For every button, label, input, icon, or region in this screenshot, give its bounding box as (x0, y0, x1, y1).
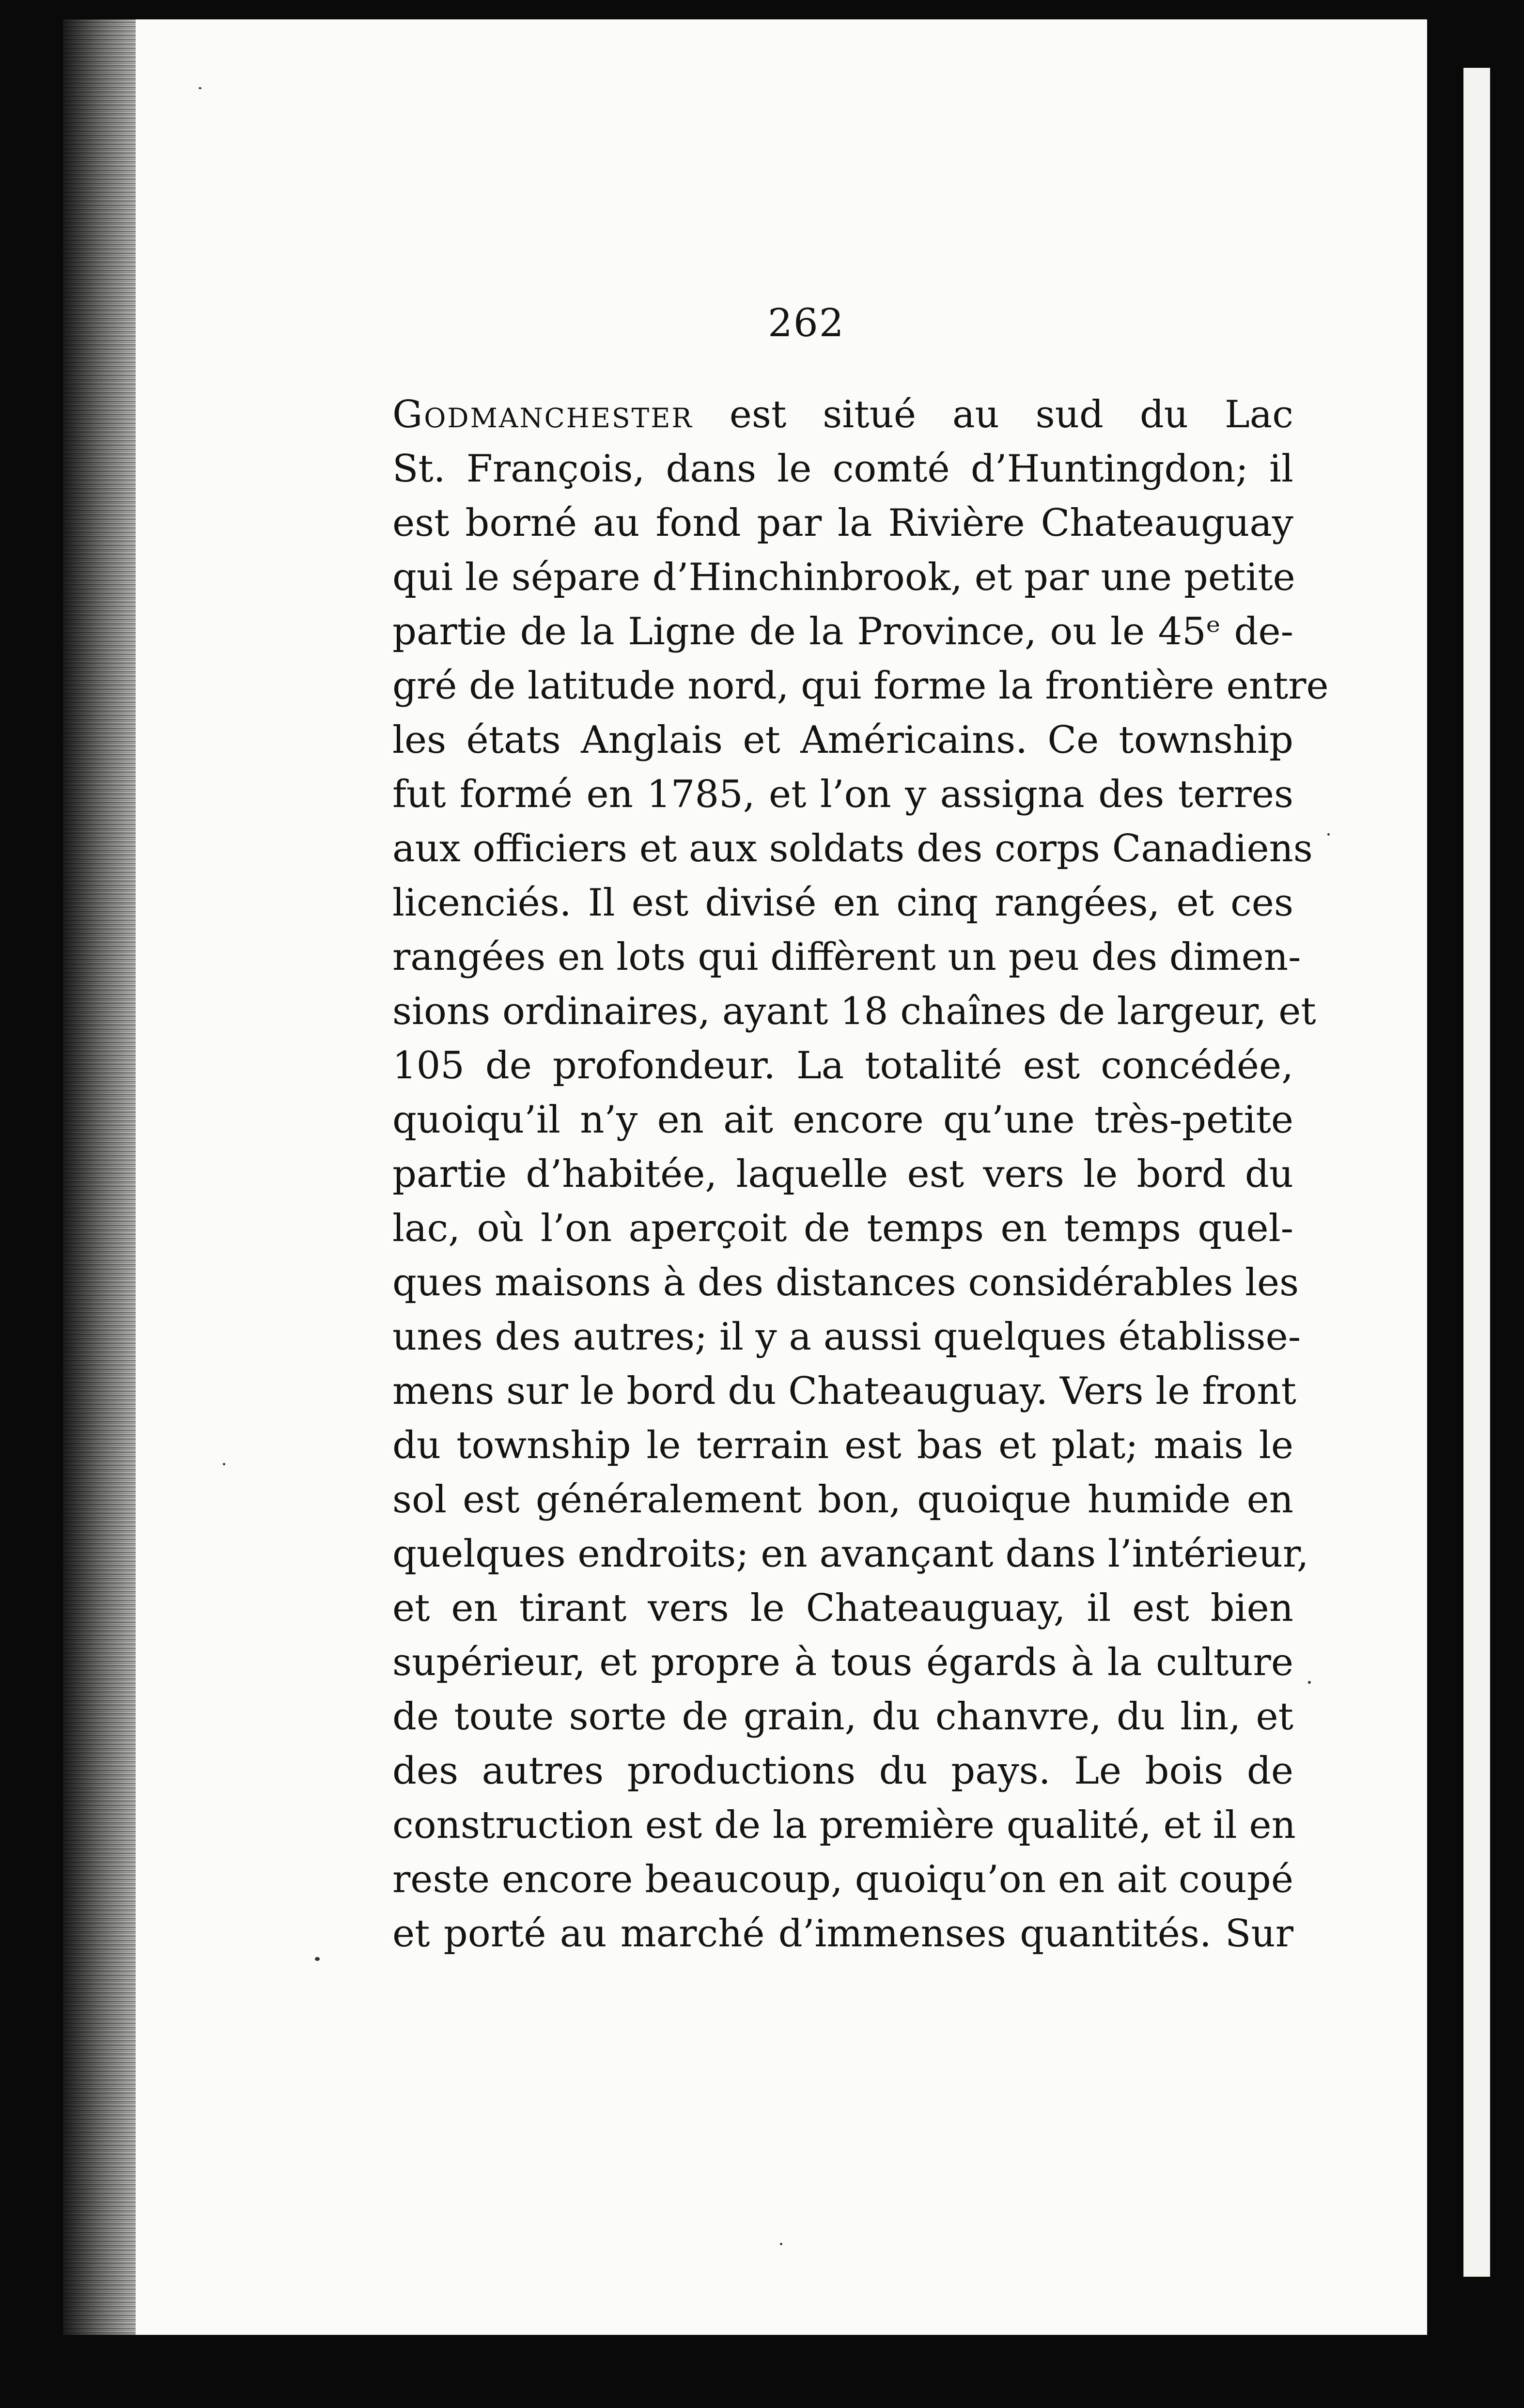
text-line-13: 105 de profondeur. La totalité est concédée, (392, 1044, 1293, 1087)
text-line-18: unes des autres; il y a aussi quelques établisse- (392, 1315, 1301, 1359)
text-line-29: et porté au marché d’immenses quantités. Sur (392, 1912, 1293, 1956)
text-line-20: du township le terrain est bas et plat; mais le (392, 1424, 1293, 1467)
text-line-24: supérieur, et propre à tous égards à la culture (392, 1641, 1293, 1684)
text-line-21: sol est généralement bon, quoique humide en (392, 1478, 1293, 1522)
text-line-9: aux officiers et aux soldats des corps Canadiens (392, 827, 1313, 870)
text-line-15: partie d’habitée, laquelle est vers le bord du (392, 1152, 1293, 1196)
text-line-19: mens sur le bord du Chateauguay. Vers le front (392, 1369, 1296, 1413)
text-line-12: sions ordinaires, ayant 18 chaînes de largeur, et (392, 990, 1316, 1033)
text-line-7: les états Anglais et Américains. Ce township (392, 718, 1293, 762)
text-line-8: fut formé en 1785, et l’on y assigna des terres (392, 773, 1293, 816)
text-line-2: St. François, dans le comté d’Huntingdon; il (392, 447, 1293, 491)
text-line-3: est borné au fond par la Rivière Chateauguay (392, 501, 1293, 545)
adjacent-page-highlight (1463, 68, 1490, 2277)
text-line-27: construction est de la première qualité, et il en (392, 1803, 1296, 1847)
text-line-1 (392, 388, 1293, 442)
text-line-14: quoiqu’il n’y en ait encore qu’une très-petite (392, 1098, 1293, 1142)
text-line-26: des autres productions du pays. Le bois de (392, 1749, 1293, 1793)
text-line-4: qui le sépare d’Hinchinbrook, et par une petite (392, 556, 1295, 599)
text-line-17: ques maisons à des distances considérables les (392, 1261, 1299, 1305)
text-line-6: gré de latitude nord, qui forme la frontière entre (392, 664, 1329, 708)
text-line-25: de toute sorte de grain, du chanvre, du lin, et (392, 1695, 1293, 1739)
text-line-22: quelques endroits; en avançant dans l’intérieur, (392, 1532, 1309, 1576)
text-line-28: reste encore beaucoup, quoiqu’on en ait coupé (392, 1858, 1293, 1901)
text-line-16: lac, où l’on aperçoit de temps en temps quel- (392, 1207, 1293, 1250)
text-line-11: rangées en lots qui diffèrent un peu des dimen- (392, 935, 1301, 979)
lead-word: Godmanchester (392, 393, 693, 436)
text-line-23: et en tirant vers le Chateauguay, il est bien (392, 1586, 1293, 1630)
text-line-5: partie de la Ligne de la Province, ou le 45ᵉ de- (392, 610, 1293, 653)
text-line-10: licenciés. Il est divisé en cinq rangées, et ces (392, 881, 1293, 925)
binding-shadow (63, 19, 136, 2335)
page-number: 262 (768, 300, 845, 345)
text-line-1-rest: est situé au sud du Lac (693, 393, 1293, 436)
